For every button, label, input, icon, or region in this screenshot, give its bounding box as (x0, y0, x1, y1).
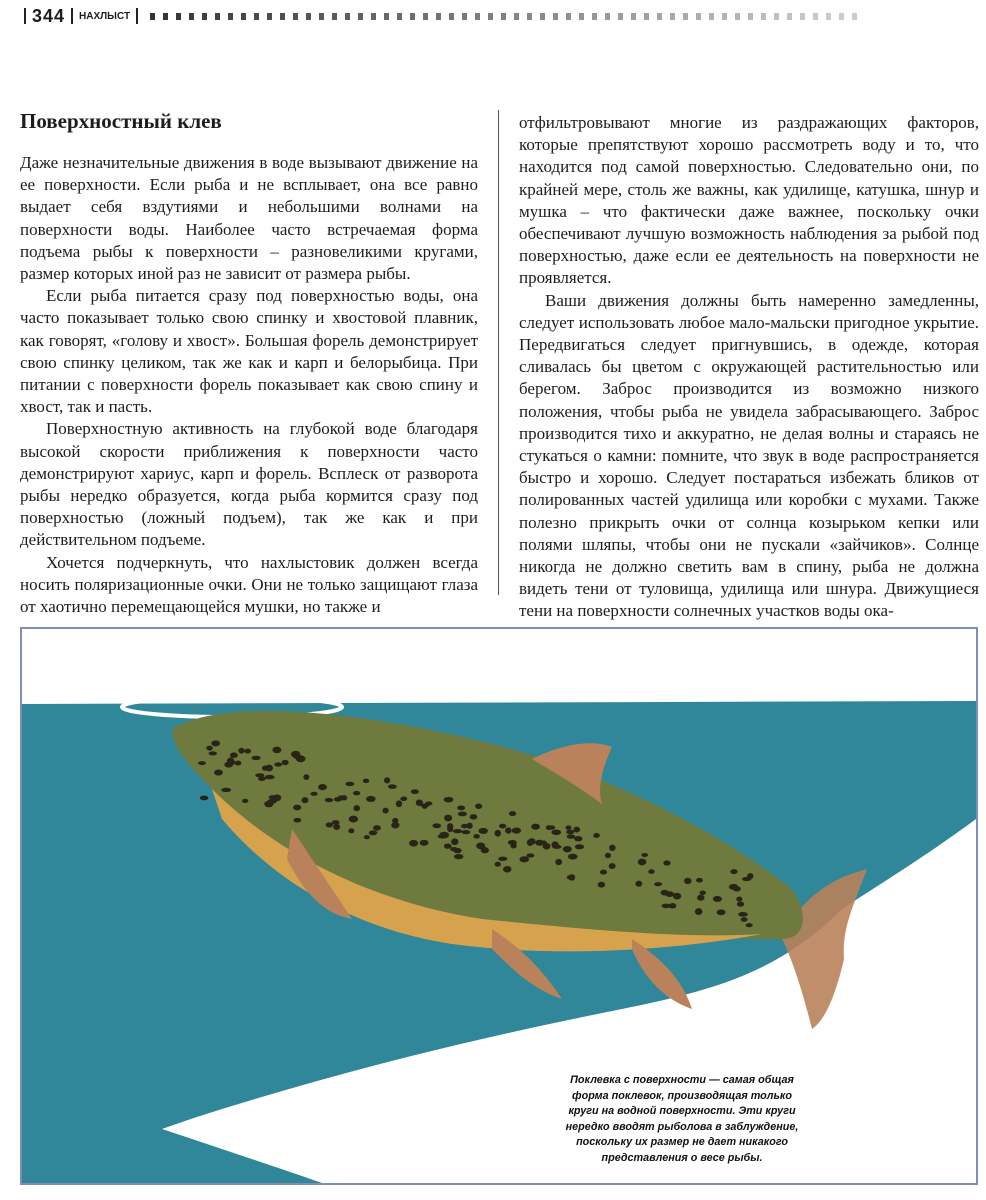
paragraph: Ваши движения должны быть намеренно замедленны, следует использовать любое мало-мальски пригодное укрытие. Передвигаться следует пригнувшись, в одежде, которая сливалась бы цветом с окружающей растительностью или берегом. Заброс производится из возможно низкого положения, чтобы рыба не увидела забрасывающего. Заброс производится тихо и аккуратно, не делая волны и стараясь не стукаться о камни: помните, что звук в воде распространяется быстро и хорошо. Следует постараться избежать бликов от полированных частей удилища или коробки с мухами. Также полезно прикрыть очки от солнца козырьком кепки или полями шляпы, чтобы они не пускали «зайчиков». Солнце никогда не должно светить вам в спину, рыба не должна видеть тени от туловища, удилища или шнура. Движущиеся тени на поверхности солнечных участков воды ока- (519, 290, 979, 621)
header-dot (748, 13, 753, 20)
fish-spot (363, 779, 369, 784)
fish-spot (198, 761, 206, 765)
header-dot (696, 13, 701, 20)
fish-spot (272, 747, 281, 754)
figure-caption: Поклевка с поверхности — самая общая форма поклевок, производящая только круги на водной поверхности. Эти круги нередко вводят рыболова в заблуждение, поскольку их размер не дает никакого представления о весе рыбы. (565, 1074, 799, 1164)
fish-spot (567, 875, 574, 879)
fish-spot (349, 816, 358, 823)
fish-spot (457, 805, 465, 810)
fish-spot (345, 782, 354, 786)
fish-spot (531, 824, 540, 830)
fish-spot (546, 825, 552, 830)
fish-spot (563, 846, 572, 852)
fish-spot (238, 748, 244, 754)
fish-spot (242, 799, 248, 803)
left-column (20, 108, 478, 618)
header-dot (761, 13, 766, 20)
trout-illustration (20, 627, 978, 1185)
header-dot (267, 13, 272, 20)
fish-spot (574, 836, 582, 841)
fish-spot (461, 824, 469, 828)
header-dot (787, 13, 792, 20)
fish-spot (566, 830, 574, 835)
fish-spot (353, 791, 360, 795)
header-dot (553, 13, 558, 20)
fish-spot (552, 845, 561, 849)
fish-spot (458, 812, 467, 817)
fish-spot (420, 840, 429, 846)
fish-spot (252, 756, 261, 760)
paragraph: Даже незначительные движения в воде вызывают движение на ее поверхности. Если рыба и не всплывает, она все равно выдает себя вздутиями и небольшими волнами на поверхности воды. Наиболее часто встречаемая форма подъема рыбы к поверхности – разновеликими кругами, размер которых иной раз не зависит от размера рыбы. (20, 153, 478, 284)
fish-spot (495, 830, 501, 837)
fish-spot (495, 862, 501, 867)
fish-spot (730, 869, 737, 874)
column-divider (498, 110, 499, 595)
fish-spot (450, 847, 458, 851)
fish-spot (665, 891, 674, 897)
fish-spot (641, 853, 648, 857)
fish-spot (274, 762, 282, 766)
fish-spot (333, 824, 340, 830)
fish-spot (244, 749, 251, 754)
fish-spot (478, 828, 488, 834)
header-dot (540, 13, 545, 20)
fish-spot (264, 801, 273, 807)
header-dot (826, 13, 831, 20)
header-dot (644, 13, 649, 20)
header-dot (384, 13, 389, 20)
fish-spot (364, 835, 370, 839)
fish-spot (737, 902, 744, 907)
fish-spot (697, 895, 704, 901)
fish-spot (635, 881, 642, 887)
divider (71, 8, 73, 24)
fish-spot (498, 857, 507, 861)
header-dot (462, 13, 467, 20)
fish-spot (663, 860, 670, 865)
fish-spot (282, 760, 289, 765)
header-dot (566, 13, 571, 20)
fish-spot (741, 917, 748, 922)
header-dot (254, 13, 259, 20)
fish-spot (700, 891, 706, 895)
header-dot (852, 13, 857, 20)
header-dot (397, 13, 402, 20)
fish-spot (444, 797, 454, 803)
fish-spot (255, 773, 264, 777)
fish-spot (567, 834, 576, 839)
paragraph: Хочется подчеркнуть, что нахлыстовик должен всегда носить поляризационные очки. Они не только защищают глаза от хаотично перемещающейся мушки, но также и (20, 552, 478, 617)
header-dot (735, 13, 740, 20)
fish-spot (600, 870, 607, 875)
fish-spot (391, 822, 399, 828)
fish-spot (265, 775, 275, 780)
fish-spot (366, 796, 376, 802)
fish-spot (654, 882, 662, 886)
header-dot (657, 13, 662, 20)
header-dot (488, 13, 493, 20)
fish-spot (438, 834, 447, 838)
header-dot (709, 13, 714, 20)
header-dot (436, 13, 441, 20)
fish-spot (509, 811, 516, 816)
fish-spot (551, 829, 561, 835)
header-dot (579, 13, 584, 20)
fish-spot (598, 882, 605, 888)
fish-spot (499, 824, 506, 829)
header-dot (527, 13, 532, 20)
fish-spot (696, 878, 703, 883)
fish-spot (508, 840, 517, 845)
fish-spot (382, 808, 388, 814)
fish-spot (325, 798, 333, 802)
fish-spot (609, 845, 616, 851)
fish-spot (432, 823, 441, 828)
fish-spot (673, 893, 681, 900)
fish-spot (609, 863, 616, 869)
header-dot (670, 13, 675, 20)
section-heading: Поверхностный клев (20, 109, 222, 133)
fish-spot (291, 751, 300, 758)
fish-spot (293, 805, 301, 811)
fish-spot (302, 797, 309, 803)
fish-spot (211, 740, 220, 746)
right-column (519, 112, 979, 623)
header-dot (332, 13, 337, 20)
divider (136, 8, 138, 24)
fish-spot (326, 822, 333, 827)
fish-spot (729, 884, 739, 890)
fish-spot (400, 797, 407, 801)
header-dot (475, 13, 480, 20)
fish-spot (230, 752, 238, 758)
fish-spot (738, 912, 748, 917)
fish-spot (338, 795, 344, 799)
header-dot (228, 13, 233, 20)
fish-spot (353, 805, 360, 811)
header-dot (631, 13, 636, 20)
fish-spot (568, 854, 578, 860)
header-dot (410, 13, 415, 20)
page-number: 344 (32, 5, 66, 26)
fish-spot (451, 838, 458, 845)
header-dot (514, 13, 519, 20)
fish-spot (746, 923, 753, 927)
fish-spot (638, 859, 647, 866)
header-dot (774, 13, 779, 20)
fish-spot (384, 777, 390, 783)
fish-spot (713, 896, 722, 902)
fish-spot (396, 800, 402, 807)
header-dot (215, 13, 220, 20)
fish-spot (717, 909, 726, 915)
fish-spot (462, 830, 471, 834)
fish-spot (444, 815, 452, 822)
fish-spot (421, 804, 429, 808)
fish-spot (318, 784, 327, 790)
fish-spot (227, 757, 234, 764)
fish-spot (234, 761, 241, 766)
fish-spot (526, 853, 534, 857)
header-dot (163, 13, 168, 20)
header-dot (202, 13, 207, 20)
fish-drawing (22, 629, 976, 1183)
fish-spot (348, 828, 354, 833)
fish-spot (453, 829, 463, 833)
header-dot (618, 13, 623, 20)
header-dot (501, 13, 506, 20)
fish-spot (505, 827, 512, 833)
fish-spot (369, 830, 377, 835)
fish-spot (388, 784, 397, 789)
header-dot (592, 13, 597, 20)
header-dot (345, 13, 350, 20)
fish-spot (473, 834, 479, 839)
fish-spot (221, 788, 231, 792)
fish-spot (454, 854, 464, 859)
header-dot (241, 13, 246, 20)
header-dot (722, 13, 727, 20)
paragraph: Поверхностную активность на глубокой воде благодаря высокой скорости приближения к поверхности часто демонстрируют хариус, карп и форель. Всплеск от разворота рыбы нередко образуется, когда рыба кормится сразу под поверхностью (ложный подъем), так же как и при действительном подъеме. (20, 419, 478, 550)
fish-spot (555, 859, 562, 865)
section-title: НАХЛЫСТ (79, 10, 131, 22)
header-dot (319, 13, 324, 20)
fish-spot (565, 825, 571, 830)
header-dot (358, 13, 363, 20)
fish-spot (310, 792, 317, 796)
header-dot (306, 13, 311, 20)
fish-spot (373, 825, 381, 831)
header-dot (280, 13, 285, 20)
running-header (18, 6, 857, 26)
fish-spot (447, 826, 453, 832)
header-dot (423, 13, 428, 20)
fish-spot (527, 839, 533, 846)
fish-spot (265, 765, 273, 772)
fish-spot (294, 818, 302, 823)
header-dot (813, 13, 818, 20)
fish-spot (209, 751, 217, 755)
fish-spot (684, 878, 692, 884)
paragraph: Если рыба питается сразу под поверхностью воды, она часто показывает только свою спинку и хвостовой плавник, как говорят, «голову и хвост». Большая форель демонстрирует свою спинку целиком, так же как и карп и белорыбица. При питании с поверхности форель показывает как свою спину и хвост, так и пасть. (20, 286, 478, 417)
fish-spot (742, 877, 751, 881)
fish-spot (444, 843, 452, 848)
header-dot (371, 13, 376, 20)
fish-spot (206, 746, 212, 751)
fish-spot (200, 796, 208, 801)
header-dot (176, 13, 181, 20)
header-dot (800, 13, 805, 20)
fish-spot (669, 903, 677, 909)
header-dot (839, 13, 844, 20)
header-dot (605, 13, 610, 20)
fish-spot (303, 774, 309, 780)
fish-spot (475, 803, 482, 808)
fish-spot (214, 769, 223, 775)
fish-spot (605, 853, 611, 858)
divider (24, 8, 26, 24)
fish-spot (273, 794, 281, 801)
header-dot (683, 13, 688, 20)
header-dot (449, 13, 454, 20)
fish-spot (543, 843, 551, 850)
fish-spot (695, 908, 703, 915)
fish-spot (736, 896, 742, 901)
fish-spot (481, 847, 489, 853)
fish-spot (470, 814, 478, 820)
header-dot (150, 13, 155, 20)
decorative-dots (150, 13, 857, 20)
fish-spot (409, 840, 418, 847)
fish-spot (512, 827, 521, 833)
fish-spot (573, 827, 580, 833)
header-dot (189, 13, 194, 20)
fish-spot (411, 789, 419, 794)
fish-spot (648, 869, 654, 874)
fish-spot (593, 833, 600, 838)
fish-spot (503, 866, 512, 872)
fish-spot (519, 856, 529, 862)
fish-spot (575, 844, 584, 849)
paragraph: отфильтровывают многие из раздражающих факторов, которые препятствуют хорошо рассмотреть воду и то, что находится под самой поверхностью. Следовательно они, по крайней мере, столь же важны, как удилище, катушка, шнур и мушка – что фактически даже важнее, поскольку очки обеспечивают лучшую возможность наблюдения за рыбой под поверхностью, даже если ее деятельность на поверхности не проявляется. (519, 113, 979, 288)
header-dot (293, 13, 298, 20)
